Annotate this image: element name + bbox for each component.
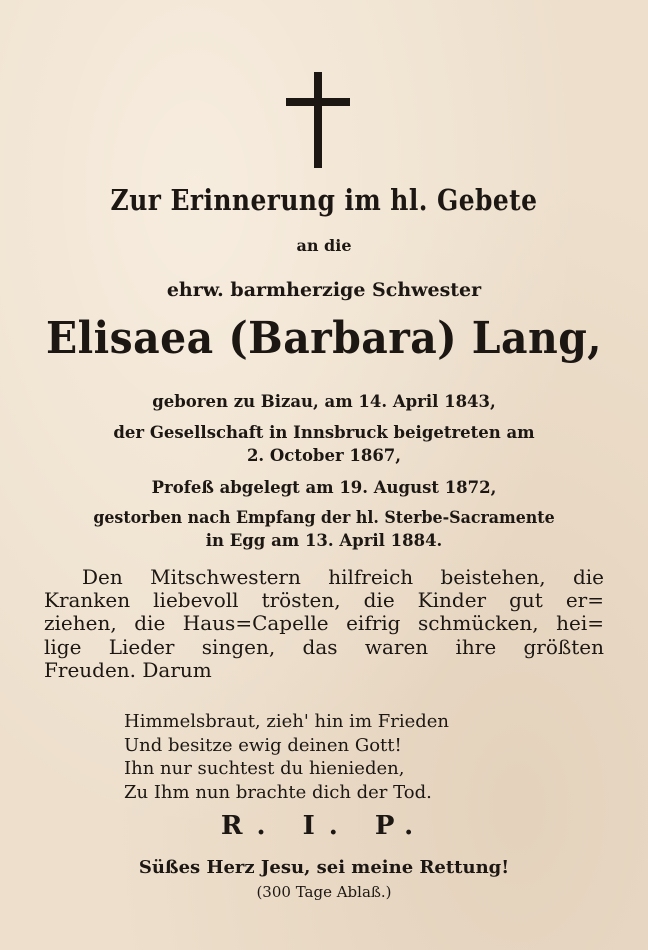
- rip-line: R. I. P.: [220, 811, 428, 841]
- verse-line: Ihn nur suchtest du hienieden,: [124, 758, 405, 779]
- deceased-name: Elisaea (Barbara) Lang,: [45, 313, 603, 364]
- verse-line: Zu Ihm nun brachte dich der Tod.: [124, 782, 432, 803]
- sister-title: ehrw. barmherzige Schwester: [166, 279, 482, 301]
- an-die-line: an die: [296, 236, 352, 255]
- prayer-line: Süßes Herz Jesu, sei meine Rettung!: [138, 857, 510, 878]
- card-title: Zur Erinnerung im hl. Gebete: [110, 183, 538, 217]
- info-line-death-place: in Egg am 13. April 1884.: [205, 531, 443, 551]
- paragraph-line: Kranken liebevoll trösten, die Kinder gut er=: [44, 588, 604, 612]
- paragraph-line: Den Mitschwestern hilfreich beistehen, die: [82, 565, 604, 589]
- verse-line: Himmelsbraut, zieh' hin im Frieden: [124, 711, 450, 732]
- info-line-joined-date: 2. October 1867,: [246, 446, 402, 466]
- info-line-joined: der Gesellschaft in Innsbruck beigetreten am: [113, 423, 535, 443]
- paragraph-line: lige Lieder singen, das waren ihre größten: [44, 635, 604, 659]
- indulgence-line: (300 Tage Ablaß.): [256, 883, 392, 901]
- info-line-death: gestorben nach Empfang der hl. Sterbe-Sacramente: [93, 508, 555, 528]
- verse-line: Und besitze ewig deinen Gott!: [124, 735, 402, 756]
- paragraph-line: Freuden. Darum: [44, 658, 212, 682]
- latin-cross-icon: [286, 72, 350, 168]
- info-line-profession: Profeß abgelegt am 19. August 1872,: [151, 478, 497, 498]
- info-line-birth: geboren zu Bizau, am 14. April 1843,: [152, 392, 496, 412]
- paragraph-line: ziehen, die Haus=Capelle eifrig schmücken, hei=: [44, 611, 604, 635]
